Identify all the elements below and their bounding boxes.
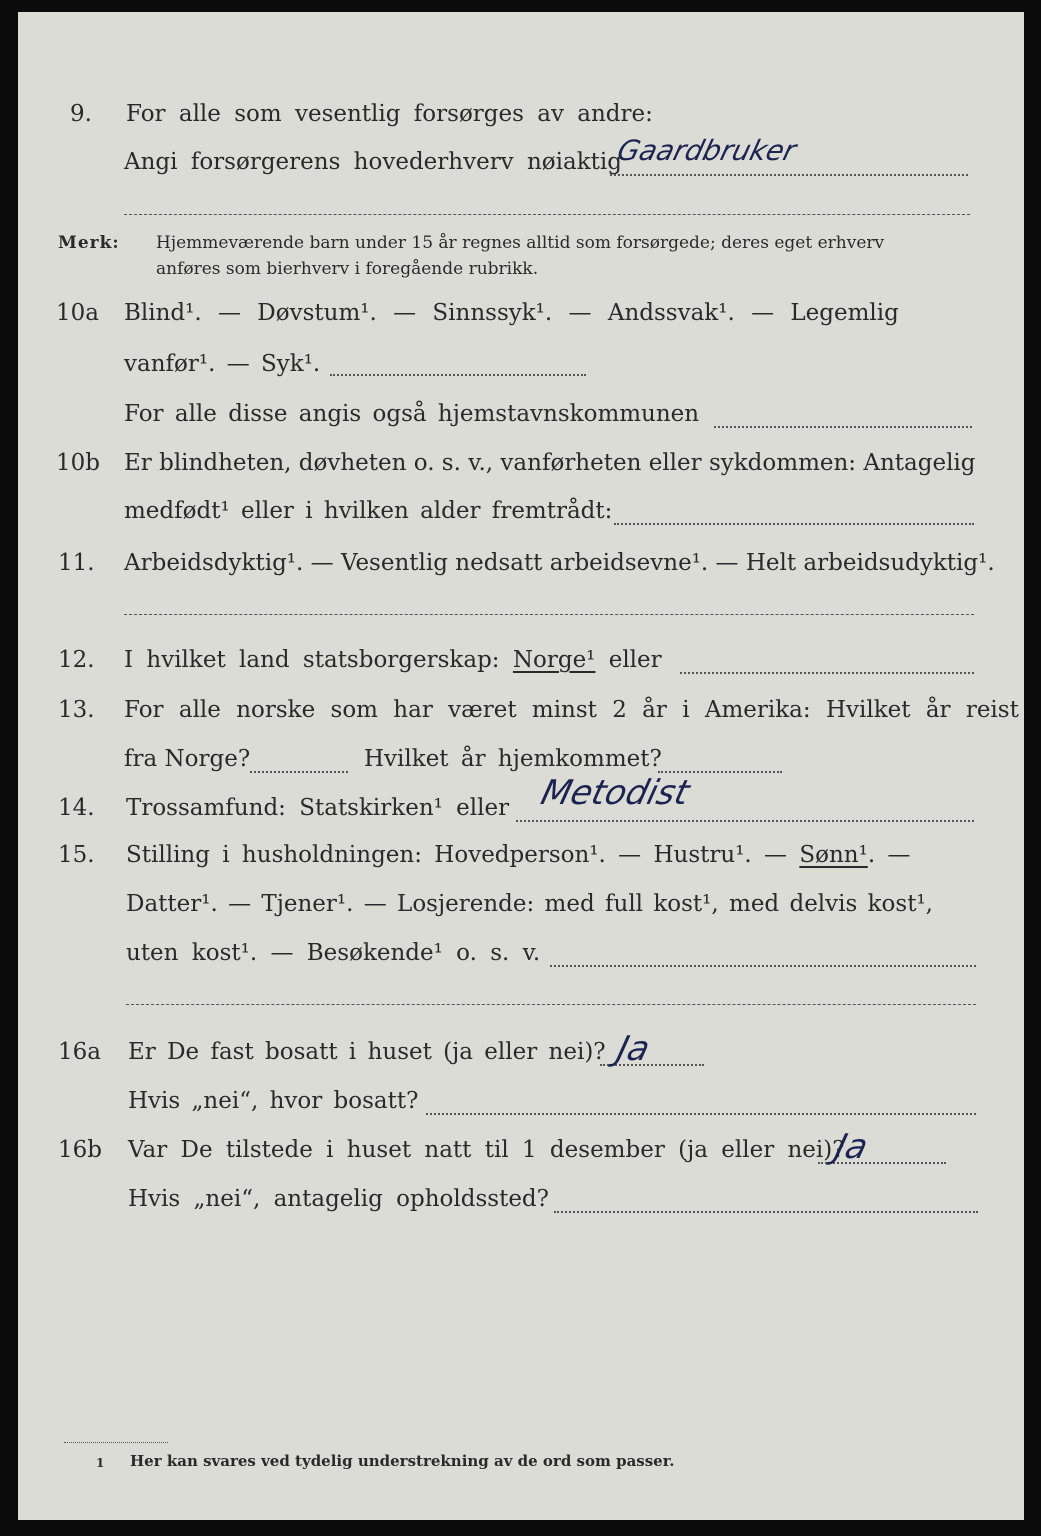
q10b-line-2: medfødt¹ eller i hvilken alder fremtrådt:	[124, 498, 613, 524]
q16b-number: 16b	[58, 1137, 102, 1163]
merk-text-2: anføres som bierhverv i foregående rubrikk.	[156, 259, 539, 279]
q14-handwritten-answer: Metodist	[537, 773, 694, 813]
q9-second-line	[124, 214, 970, 215]
q16a-line-1: Er De fast bosatt i huset (ja eller nei)?	[128, 1039, 606, 1065]
q9-answer-line	[610, 174, 968, 176]
q15-number: 15.	[58, 842, 95, 868]
q16a-answer-line-2	[426, 1113, 976, 1115]
q15-answer-line-2	[126, 1004, 976, 1005]
q10a-line-1: Blind¹. — Døvstum¹. — Sinnssyk¹. — Andssvak¹. — Legemlig	[124, 300, 899, 326]
q14-line: Trossamfund: Statskirken¹ eller	[126, 795, 510, 821]
q12-answer-line	[680, 672, 974, 674]
q13-line-2b: Hvilket år hjemkommet?	[364, 746, 662, 772]
q10a-line-2: vanfør¹. — Syk¹.	[124, 351, 321, 377]
q15-answer-line-1	[550, 965, 976, 967]
q9-question: For alle som vesentlig forsørges av andre:	[126, 101, 653, 127]
q14-answer-line	[516, 820, 974, 822]
q14-number: 14.	[58, 795, 95, 821]
q13-line-1: For alle norske som har været minst 2 år i Amerika: Hvilket år reist	[124, 697, 1019, 723]
q15-line-3: uten kost¹. — Besøkende¹ o. s. v.	[126, 940, 541, 966]
q13-line-2a: fra Norge?	[124, 746, 251, 772]
q10b-number: 10b	[56, 450, 100, 476]
q13-number: 13.	[58, 697, 95, 723]
q10a-line-3: For alle disse angis også hjemstavnskommunen	[124, 401, 700, 427]
q9-number: 9.	[70, 101, 92, 127]
q16b-answer-line-2	[554, 1211, 978, 1213]
q12-line	[124, 646, 662, 674]
merk-label: Merk:	[58, 233, 120, 253]
q15-underlined-sonn: Sønn¹	[799, 842, 868, 868]
q15-line-1b: . —	[867, 842, 911, 868]
q16a-handwritten-answer: Ja	[613, 1029, 654, 1069]
q15-line-2: Datter¹. — Tjener¹. — Losjerende: med full kost¹, med delvis kost¹,	[126, 891, 933, 917]
census-form-page	[18, 12, 1024, 1520]
footnote-mark: 1	[96, 1456, 105, 1470]
q16a-line-2: Hvis „nei“, hvor bosatt?	[128, 1088, 419, 1114]
q10b-line-1: Er blindheten, døvheten o. s. v., vanførheten eller sykdommen: Antagelig	[124, 450, 976, 476]
q15-line-1	[126, 841, 910, 869]
q11-number: 11.	[58, 550, 95, 576]
q12-underlined-norge: Norge¹	[512, 647, 596, 673]
q12-number: 12.	[58, 647, 95, 673]
merk-text-1: Hjemmeværende barn under 15 år regnes alltid som forsørgede; deres eget erhverv	[156, 233, 885, 253]
q10a-answer-line-2	[714, 426, 972, 428]
q16b-handwritten-answer: Ja	[831, 1127, 872, 1167]
q16b-line-2: Hvis „nei“, antagelig opholdssted?	[128, 1186, 549, 1212]
footnote-separator	[64, 1442, 168, 1443]
q10a-number: 10a	[56, 300, 99, 326]
q16b-line-1: Var De tilstede i huset natt til 1 desember (ja eller nei)?	[128, 1137, 845, 1163]
q12-prefix: I hvilket land statsborgerskap:	[124, 647, 500, 673]
footnote-text: Her kan svares ved tydelig understrekning av de ord som passer.	[130, 1452, 675, 1470]
q10b-answer-line	[614, 523, 974, 525]
q11-answer-line	[124, 614, 974, 615]
q15-line-1a: Stilling i husholdningen: Hovedperson¹. — Hustru¹. —	[126, 842, 788, 868]
q9-handwritten-answer: Gaardbruker	[614, 134, 800, 167]
q11-line-1: Arbeidsdyktig¹. — Vesentlig nedsatt arbeidsevne¹. — Helt arbeidsudyktig¹.	[124, 550, 995, 576]
q12-suffix: eller	[608, 647, 662, 673]
q13-answer-line-1	[250, 771, 348, 773]
q16a-number: 16a	[58, 1039, 101, 1065]
q9-instruction: Angi forsørgerens hovederhverv nøiaktig	[124, 149, 622, 175]
q10a-answer-line-1	[330, 374, 586, 376]
